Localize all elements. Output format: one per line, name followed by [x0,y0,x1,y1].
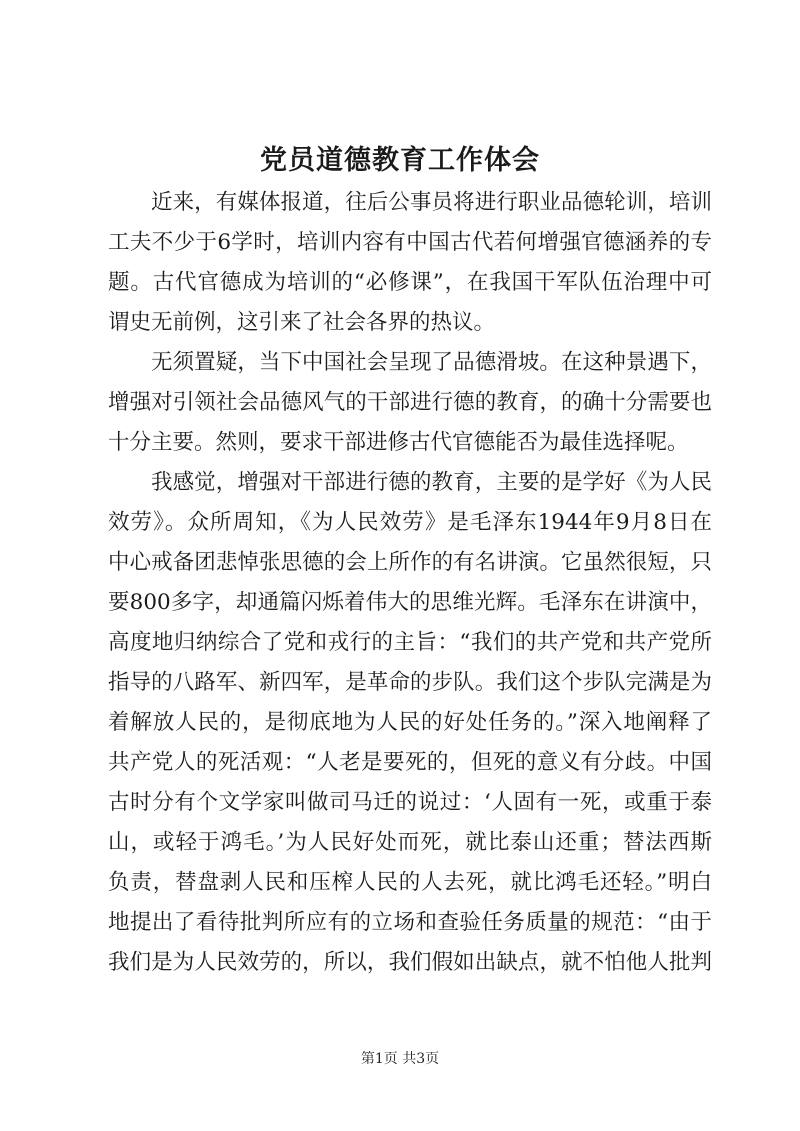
document-body [108,183,712,983]
paragraph-1-line: 近来，有媒体报道，往后公事员将进行职业品德轮训，培训 [151,190,712,215]
paragraph-3-line: 着解放人民的，是彻底地为人民的好处任务的。”深入地阐释了 [108,710,712,735]
paragraph-3-line: 中心戒备团悲悼张思德的会上所作的有名讲演。它虽然很短，只 [108,550,712,575]
document-title: 党员道德教育工作体会 [260,145,540,176]
paragraph-2-line: 十分主要。然则，要求干部进修古代官德能否为最佳选择呢。 [108,430,689,455]
paragraph-3-line: 要800多字，却通篇闪烁着伟大的思维光辉。毛泽东在讲演中， [108,590,712,615]
page-number-footer: 第1页 共3页 [360,1051,440,1067]
paragraph-1-line: 工夫不少于6学时，培训内容有中国古代若何增强官德涵养的专 [108,230,712,255]
paragraph-1-line: 谓史无前例，这引来了社会各界的热议。 [108,310,496,335]
paragraph-3-line: 我感觉，增强对干部进行德的教育，主要的是学好《为人民 [151,470,712,495]
paragraph-1-line: 题。古代官德成为培训的“必修课”，在我国干军队伍治理中可 [108,270,712,295]
paragraph-3-line: 指导的八路军、新四军，是革命的步队。我们这个步队完满是为 [108,670,712,695]
paragraph-2-line: 无须置疑，当下中国社会呈现了品德滑坡。在这种景遇下， [151,350,712,375]
paragraph-3-line: 共产党人的死活观：“人老是要死的，但死的意义有分歧。中国 [108,750,712,775]
paragraph-2-line: 增强对引领社会品德风气的干部进行德的教育，的确十分需要也 [108,390,712,415]
paragraph-3-line: 高度地归纳综合了党和戎行的主旨：“我们的共产党和共产党所 [108,630,712,655]
paragraph-3-line: 地提出了看待批判所应有的立场和查验任务质量的规范：“由于 [108,910,712,935]
paragraph-3-line: 山，或轻于鸿毛。’为人民好处而死，就比泰山还重；替法西斯 [108,830,712,855]
paragraph-3-line: 效劳》。众所周知，《为人民效劳》是毛泽东1944年9月8日在 [108,510,712,535]
paragraph-3-line: 古时分有个文学家叫做司马迁的说过：‘人固有一死，或重于泰 [108,790,712,815]
paragraph-3-line: 我们是为人民效劳的，所以，我们假如出缺点，就不怕他人批判 [108,950,712,975]
paragraph-3-line: 负责，替盘剥人民和压榨人民的人去死，就比鸿毛还轻。”明白 [108,870,712,895]
